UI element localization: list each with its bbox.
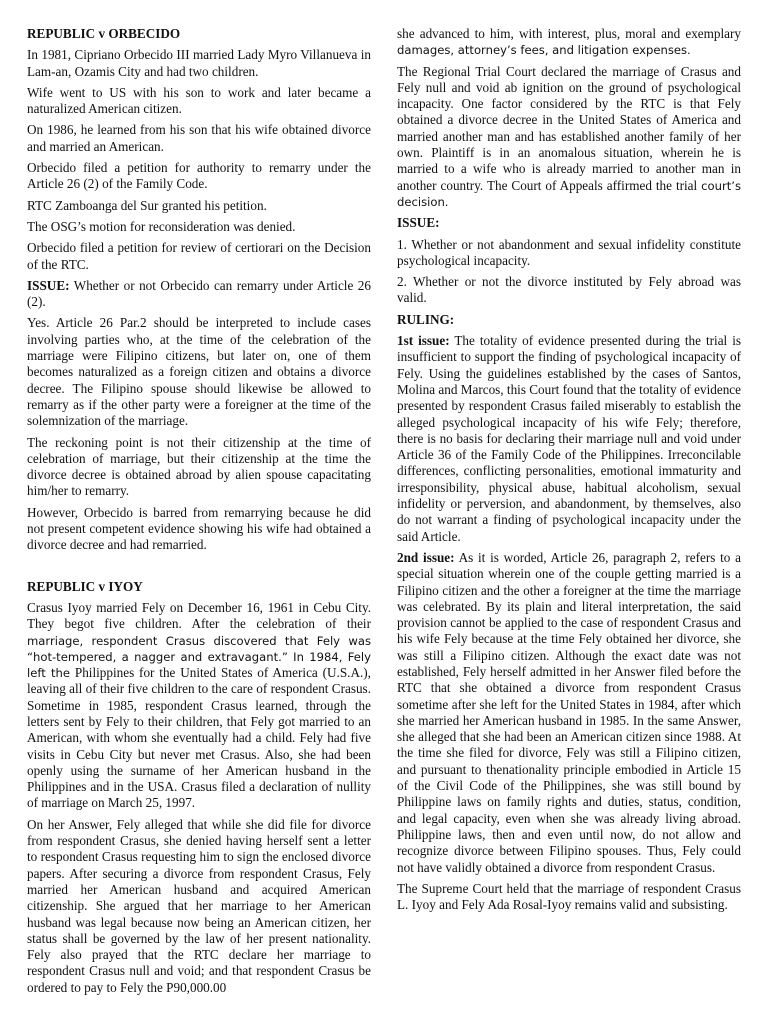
paragraph: Orbecido filed a petition for authority to remarry under the Article 26 (2) of the Family Code. — [27, 160, 371, 192]
conclusion: The Supreme Court held that the marriage of respondent Crasus L. Iyoy and Fely Ada Rosal-Iyoy remains valid and subsisting. — [397, 880, 741, 913]
paragraph: The OSG’s motion for reconsideration was denied. — [27, 218, 296, 234]
issue-label: ISSUE: — [27, 277, 70, 293]
text-run: Philippines for the United States of America (U.S.A.), leaving all of their five children to the care of respondent Crasus. Sometime in 1985, respondent Crasus learned, through the letters sent by Fely to their children, that Fely got married to an American, with whom she eventually had a child. Fely had five visits in Cebu City but never met Crasus. Also, she had been openly using the surname of her American husband in the Philippines and in the USA. Crasus filed a declaration of nullity of marriage on March 25, 1997. — [27, 665, 371, 811]
paragraph — [27, 600, 371, 812]
paragraph — [397, 64, 741, 211]
issue-heading: ISSUE: — [397, 215, 440, 231]
section-spacer — [27, 559, 371, 579]
text-run: court’s decision. — [397, 178, 741, 209]
ruling-heading: RULING: — [397, 311, 455, 327]
paragraph: On 1986, he learned from his son that his wife obtained divorce and married an American. — [27, 122, 371, 154]
issue-item: 1. Whether or not abandonment and sexual infidelity constitute psychological incapacity. — [397, 236, 741, 268]
issue-paragraph — [27, 278, 371, 311]
text-run: The Regional Trial Court declared the marriage of Crasus and Fely null and void ab ignition on the ground of psychological incapacity. One factor considered by the RTC is that Fely obtained a divorce decree in the United States of America and married another man and has established another family of her own. Plaintiff is in an anomalous situation, wherein he is married to a wife who is already married to another man in another country. The Court of Appeals affirmed the trial — [397, 63, 741, 193]
paragraph: Yes. Article 26 Par.2 should be interpreted to include cases involving parties who, at the time of the celebration of the marriage were Filipino citizens, but later on, one of them becomes naturalized as a foreign citizen and obtains a divorce decree. The Filipino spouse should likewise be allowed to remarry as if the other party were a foreigner at the time of the solemnization of the marriage. — [27, 315, 371, 429]
paragraph: RTC Zamboanga del Sur granted his petition. — [27, 197, 267, 213]
paragraph: In 1981, Cipriano Orbecido III married Lady Myro Villanueva in Lam-an, Ozamis City and had two children. — [27, 47, 371, 79]
paragraph: Wife went to US with his son to work and later became a naturalized American citizen. — [27, 84, 371, 117]
second-issue-text: As it is worded, Article 26, paragraph 2, refers to a special situation wherein one of the couple getting married is a Filipino citizen and the other a foreigner at the time the marriage was celebrated. By its plain and literal interpretation, the said provision cannot be applied to the case of respondent Crasus and his wife Fely because at the time Fely obtained her divorce, she was still a Filipino citizen. Although the exact date was not established, Fely herself admitted in her Answer filed before the RTC that she obtained a divorce from respondent Crasus sometime after she left for the United States in 1984, after which she married her American husband in 1985. In the same Answer, she alleged that she had been an American citizen since 1988. At the time she filed for divorce, Fely was still a Filipino citizen, and pursuant to thenationality principle embodied in Article 15 of the Civil Code of the Philippines, she was still bound by Philippine laws on family rights and duties, status, condition, and legal capacity, even when she was already living abroad. Philippine laws, then and even until now, do not allow and recognize divorce between Filipino spouses. Thus, Fely could not have validly obtained a divorce from respondent Crasus. — [397, 549, 741, 875]
issue-item: 2. Whether or not the divorce instituted by Fely abroad was valid. — [397, 274, 741, 306]
second-issue-label: 2nd issue: — [397, 549, 455, 565]
ruling-first — [397, 333, 741, 545]
paragraph: On her Answer, Fely alleged that while she did file for divorce from respondent Crasus, she denied having herself sent a letter to respondent Crasus requesting him to sign the enclosed divorce papers. After securing a divorce from respondent Crasus, Fely married her American husband and acquired American citizenship. She argued that her marriage to her American husband was legal because now being an American citizen, her status shall be governed by the law of her present nationality. Fely also prayed that the RTC declare her marriage to respondent Crasus null and void; and that respondent Crasus be ordered to pay to Fely the P90,000.00 — [27, 816, 371, 995]
right-column — [397, 26, 741, 918]
case-title-iyoy: REPUBLIC v IYOY — [27, 578, 143, 594]
issue-text: Whether or not Orbecido can remarry under Article 26 (2). — [27, 277, 371, 310]
text-run: marriage, respondent Crasus discovered that Fely was “hot-tempered, a nagger and extravagant.” In 1984, Fely left the — [27, 633, 371, 681]
first-issue-label: 1st issue: — [397, 333, 450, 349]
paragraph — [397, 26, 741, 59]
ruling-second — [397, 550, 741, 876]
first-issue-text: The totality of evidence presented during the trial is insufficient to support the finding of psychological incapacity of Fely. Using the guidelines established by the cases of Santos, Molina and Marcos, this Court found that the totality of evidence presented by respondent Crasus failed miserably to establish the alleged psychological incapacity of his wife Fely; therefore, there is no basis for declaring their marriage null and void under Article 36 of the Family Code of the Philippines. Irreconcilable differences, conflicting personalities, emotional immaturity and irresponsibility, physical abuse, habitual alcoholism, sexual infidelity or perversion, and abandonment, by themselves, also do not warrant a finding of psychological incapacity under the said Article. — [397, 333, 741, 544]
text-run: Crasus Iyoy married Fely on December 16, 1961 in Cebu City. They begot five children. After the celebration of their — [27, 599, 371, 632]
text-run: she advanced to him, with interest, plus, moral and exemplary — [397, 26, 741, 41]
left-column — [27, 26, 371, 1001]
paragraph: Orbecido filed a petition for review of certiorari on the Decision of the RTC. — [27, 240, 371, 272]
paragraph: The reckoning point is not their citizenship at the time of celebration of marriage, but their citizenship at the time the divorce decree is obtained abroad by alien spouse capacitating him/her to remarry. — [27, 434, 371, 499]
paragraph: However, Orbecido is barred from remarrying because he did not present competent evidence showing his wife had obtained a divorce decree and had remarried. — [27, 504, 371, 553]
text-run: damages, attorney’s fees, and litigation expenses. — [397, 43, 691, 58]
case-title-orbecido: REPUBLIC v ORBECIDO — [27, 26, 181, 41]
